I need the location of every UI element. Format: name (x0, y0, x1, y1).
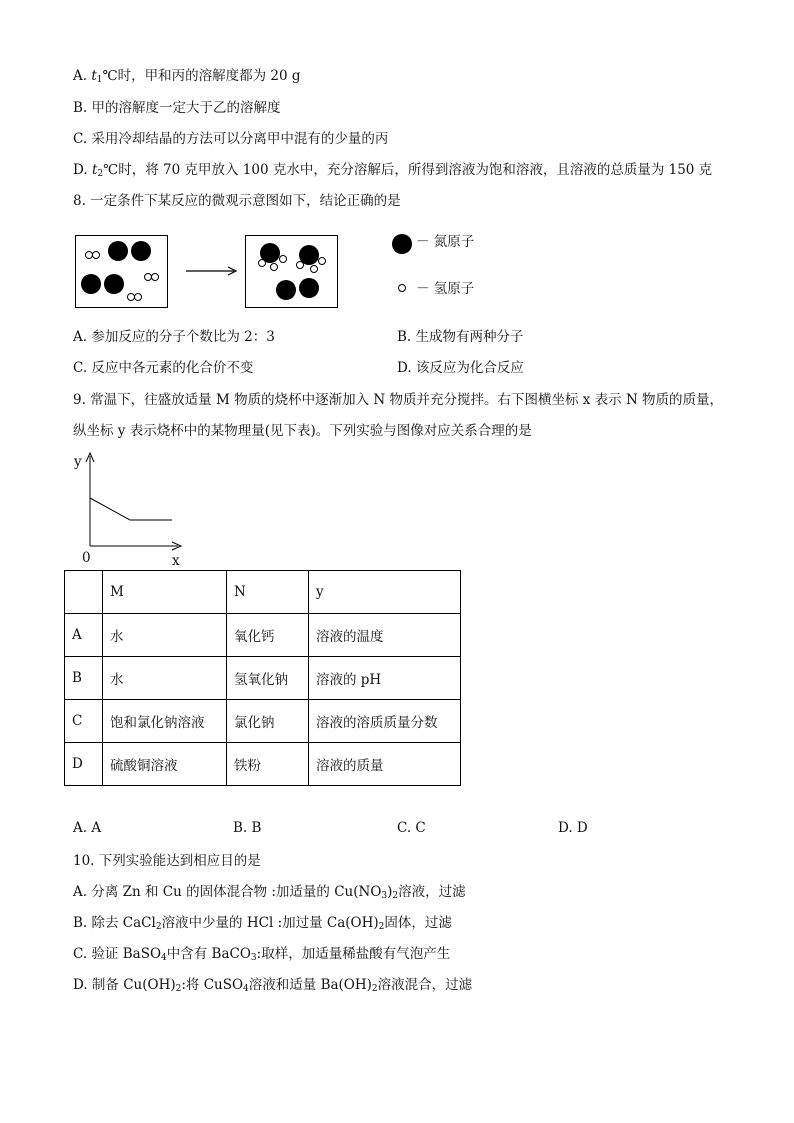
q9-stem-line2: 纵坐标 y 表示烧杯中的某物理量(见下表)。下列实验与图像对应关系合理的是 (73, 423, 532, 439)
legend-hydrogen-atom-icon (398, 284, 406, 292)
table-row (65, 614, 461, 657)
table-cell: 溶液的溶质质量分数 (309, 700, 461, 743)
q10-a-part: A. 分离 Zn 和 Cu 的固体混合物 :加适量的 Cu(NO (73, 884, 382, 900)
q10-a-sub: 2 (392, 891, 399, 901)
table-cell: 水 (103, 614, 227, 657)
table-cell: D (65, 743, 103, 786)
nitrogen-atom (104, 274, 124, 294)
q10-d-sub: 4 (243, 984, 249, 994)
table-cell: 饱和氯化钠溶液 (103, 700, 227, 743)
table-header-cell: N (227, 571, 309, 614)
table-cell: 氧化钙 (227, 614, 309, 657)
q8-option-c: C. 反应中各元素的化合价不变 (73, 360, 254, 376)
q9-option-a: A. A (73, 820, 102, 836)
q10-stem: 10. 下列实验能达到相应目的是 (73, 853, 261, 869)
q10-d-part: 溶液和适量 Ba(OH) (248, 977, 372, 993)
q7-option-d (73, 160, 712, 184)
q9-option-b: B. B (233, 820, 262, 836)
q7-option-b: B. 甲的溶解度一定大于乙的溶解度 (73, 100, 281, 116)
hydrogen-atom (151, 273, 159, 281)
table-cell: 溶液的温度 (309, 614, 461, 657)
q10-option-b (73, 913, 452, 937)
q10-c-sub: 3 (250, 953, 257, 963)
table-row (65, 700, 461, 743)
q10-d-part: D. 制备 Cu(OH) (73, 977, 176, 993)
q8-option-b: B. 生成物有两种分子 (397, 329, 524, 345)
hydrogen-atom (318, 257, 326, 265)
q10-a-part: ) (387, 884, 393, 900)
q10-b-sub: 2 (378, 922, 385, 932)
table-row (65, 743, 461, 786)
q9-axis-x-label: x (172, 553, 180, 569)
table-cell: 水 (103, 657, 227, 700)
hydrogen-atom (134, 293, 142, 301)
hydrogen-atom (279, 255, 287, 263)
reaction-arrow-icon (184, 265, 240, 277)
q10-a-part: 溶液，过滤 (398, 884, 466, 900)
legend-hydrogen-label: － 氢原子 (416, 281, 475, 297)
table-header-cell: M (103, 571, 227, 614)
q7-d-var: t (91, 162, 98, 178)
q7-a-sub: 1 (96, 75, 103, 85)
q10-option-c (73, 944, 450, 968)
hydrogen-atom (310, 265, 318, 273)
nitrogen-atom (108, 241, 128, 261)
nitrogen-atom (81, 274, 101, 294)
q10-b-part: B. 除去 CaCl (73, 915, 156, 931)
q7-d-sub: 2 (97, 169, 104, 179)
table-cell: 铁粉 (227, 743, 309, 786)
table-cell: C (65, 700, 103, 743)
table-cell: 氢氧化钠 (227, 657, 309, 700)
hydrogen-atom (296, 261, 304, 269)
product-box (245, 235, 338, 308)
q9-graph-axes (78, 450, 188, 552)
q10-b-sub: 2 (155, 922, 162, 932)
legend-nitrogen-label: － 氮原子 (416, 234, 475, 250)
q7-option-c: C. 采用冷却结晶的方法可以分离甲中混有的少量的丙 (73, 131, 389, 147)
nitrogen-atom (299, 278, 319, 298)
table-header-row (65, 571, 461, 614)
q7-d-prefix: D. (73, 162, 92, 178)
nitrogen-atom (276, 280, 296, 300)
q10-d-sub: 2 (175, 984, 182, 994)
q9-axis-y-label: y (74, 454, 82, 470)
hydrogen-atom (270, 263, 278, 271)
hydrogen-atom (258, 259, 266, 267)
q9-origin-label: 0 (82, 550, 91, 566)
legend-nitrogen-atom-icon (392, 234, 412, 254)
table-cell: 溶液的质量 (309, 743, 461, 786)
q10-b-part: 固体，过滤 (384, 915, 452, 931)
q10-c-sub: 4 (161, 953, 167, 963)
q10-d-part: 溶液混合，过滤 (377, 977, 473, 993)
q9-option-d: D. D (558, 820, 588, 836)
q10-c-part: 中含有 BaCO (166, 946, 251, 962)
q9-stem-line1: 9. 常温下，往盛放适量 M 物质的烧杯中逐渐加入 N 物质并充分搅拌。右下图横坐标 x 表示 N 物质的质量， (73, 392, 724, 408)
table-cell: 硫酸铜溶液 (103, 743, 227, 786)
reactant-box (75, 235, 168, 308)
q8-option-d: D. 该反应为化合反应 (397, 360, 524, 376)
q10-d-part: :将 CuSO (181, 977, 244, 993)
hydrogen-atom (92, 251, 100, 259)
q7-d-text: ℃时，将 70 克甲放入 100 克水中，充分溶解后，所得到溶液为饱和溶液，且溶液的总质量为 150 克 (103, 162, 713, 178)
q7-a-var: t (91, 68, 97, 84)
q10-option-a (73, 882, 466, 906)
q10-a-sub: 3 (381, 891, 388, 901)
table-header-cell: y (309, 571, 461, 614)
table-cell: 溶液的 pH (309, 657, 461, 700)
q9-option-c: C. C (397, 820, 426, 836)
q9-table (64, 570, 461, 786)
q10-c-part: C. 验证 BaSO (73, 946, 162, 962)
q7-a-text: ℃时，甲和丙的溶解度都为 20 g (102, 68, 301, 84)
q10-option-d (73, 975, 472, 999)
q10-b-part: 溶液中少量的 HCl :加过量 Ca(OH) (161, 915, 379, 931)
q8-option-a: A. 参加反应的分子个数比为 2：3 (73, 329, 275, 345)
table-row (65, 657, 461, 700)
q7-a-prefix: A. (73, 68, 92, 84)
table-cell: 氯化钠 (227, 700, 309, 743)
q10-d-sub: 2 (371, 984, 378, 994)
q8-stem: 8. 一定条件下某反应的微观示意图如下，结论正确的是 (73, 193, 401, 209)
q7-option-a (73, 66, 301, 90)
table-cell: A (65, 614, 103, 657)
q10-c-part: :取样，加适量稀盐酸有气泡产生 (256, 946, 451, 962)
nitrogen-atom (131, 241, 151, 261)
table-header-cell (65, 571, 103, 614)
table-cell: B (65, 657, 103, 700)
